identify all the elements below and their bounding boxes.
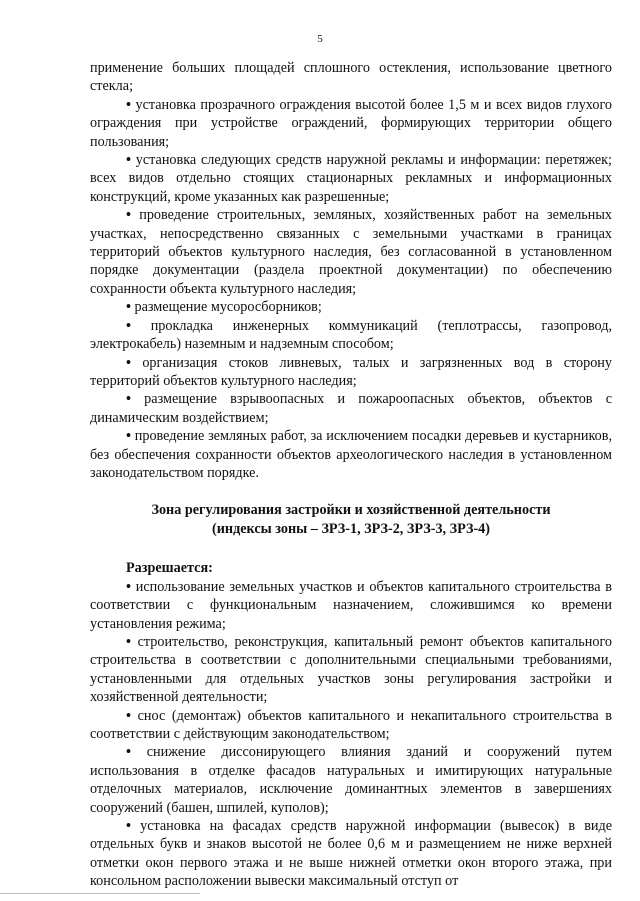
paragraph-text: организация стоков ливневых, талых и загрязненных вод в сторону территорий объектов культурного наследия;: [90, 354, 612, 389]
section-title: [90, 501, 612, 539]
bullet-icon: •: [126, 428, 135, 445]
paragraph-text: установка следующих средств наружной рекламы и информации: перетяжек; всех видов отдельно стоящих стационарных рекламных и информационных конструкций, кроме указанных как разрешенные;: [90, 152, 612, 205]
bullet-icon: •: [126, 633, 138, 650]
bullet-icon: •: [126, 299, 135, 316]
list-item: [90, 354, 612, 391]
paragraph-text: строительство, реконструкция, капитальный ремонт объектов капитального строительства в соответствии с дополнительными специальными требованиями, установленными для отдельных участков зоны регулирования застройки и хозяйственной деятельности;: [90, 633, 613, 706]
bullet-icon: •: [126, 96, 136, 113]
list-item: [90, 96, 612, 151]
bullet-icon: •: [126, 391, 145, 408]
allowed-list: [90, 578, 612, 891]
paragraph-text: использование земельных участков и объектов капитального строительства в соответствии с функциональным назначением, сложившимся ко времени установления режима;: [90, 578, 612, 632]
list-item: [90, 743, 612, 817]
section-title-line1: Зона регулирования застройки и хозяйственной деятельности: [151, 502, 551, 519]
document-body: [90, 59, 612, 891]
paragraph-text: снижение диссонирующего влияния зданий и сооружений путем использования в отделке фасадов натуральных и имитирующих натуральные отделочных материалов, исключение доминантных элементов в завершениях сооружений (башен, шпилей, куполов);: [90, 744, 613, 816]
bullet-icon: •: [126, 707, 138, 724]
bullet-icon: •: [126, 578, 136, 595]
list-item: [90, 59, 612, 96]
bullet-icon: •: [126, 744, 147, 761]
allowed-heading: Разрешается:: [126, 560, 213, 577]
paragraph-text: размещение взрывоопасных и пожароопасных объектов, объектов с динамическим воздействием;: [90, 391, 612, 426]
list-item: [90, 206, 612, 298]
paragraph-text: снос (демонтаж) объектов капитального и некапитального строительства в соответствии с действующим законодательством;: [90, 707, 613, 742]
list-item: [90, 390, 612, 427]
prohibited-list: [90, 59, 612, 482]
bullet-icon: •: [126, 818, 141, 835]
paragraph-text: установка на фасадах средств наружной информации (вывесок) в виде отдельных букв и знаков высотой не более 0,6 м и размещением не ниже верхней отметки окон первого этажа и не выше нижней отметки окон второго этажа, при консольном расположении вывески максимальный отступ от: [90, 818, 612, 890]
footer-rule: [0, 893, 200, 894]
paragraph-text: прокладка инженерных коммуникаций (теплотрассы, газопровод, электрокабель) наземным и надземным способом;: [90, 317, 613, 353]
list-item: [90, 151, 612, 206]
list-item: [90, 633, 612, 707]
paragraph-text: установка прозрачного ограждения высотой более 1,5 м и всех видов глухого ограждения при устройстве ограждений, формирующих территории общего пользования;: [90, 96, 613, 150]
list-item: [90, 817, 612, 891]
list-item: [90, 427, 612, 482]
list-item: [90, 317, 612, 354]
page-number: 5: [317, 33, 323, 45]
paragraph-text: проведение земляных работ, за исключением посадки деревьев и кустарников, без обеспечения сохранности объектов археологического наследия в установленном законодательством порядке.: [90, 428, 612, 481]
bullet-icon: •: [126, 207, 140, 224]
paragraph-text: применение больших площадей сплошного остекления, использование цветного стекла;: [90, 60, 612, 95]
paragraph-text: проведение строительных, земляных, хозяйственных работ на земельных участках, непосредственно связанных с земельными участками в границах территорий объектов культурного наследия, без согласованной в установленном порядке документации (раздела проектной документации) по обеспечению сохранности объекта культурного наследия;: [90, 207, 612, 297]
list-item: [90, 298, 612, 316]
bullet-icon: •: [126, 354, 143, 371]
list-item: [90, 578, 612, 633]
list-item: [90, 707, 612, 744]
bullet-icon: •: [126, 152, 136, 169]
bullet-icon: •: [126, 317, 151, 334]
paragraph-text: размещение мусоросборников;: [134, 299, 322, 316]
section-title-line2: (индексы зоны – ЗРЗ-1, ЗРЗ-2, ЗРЗ-3, ЗРЗ-4): [212, 521, 490, 538]
